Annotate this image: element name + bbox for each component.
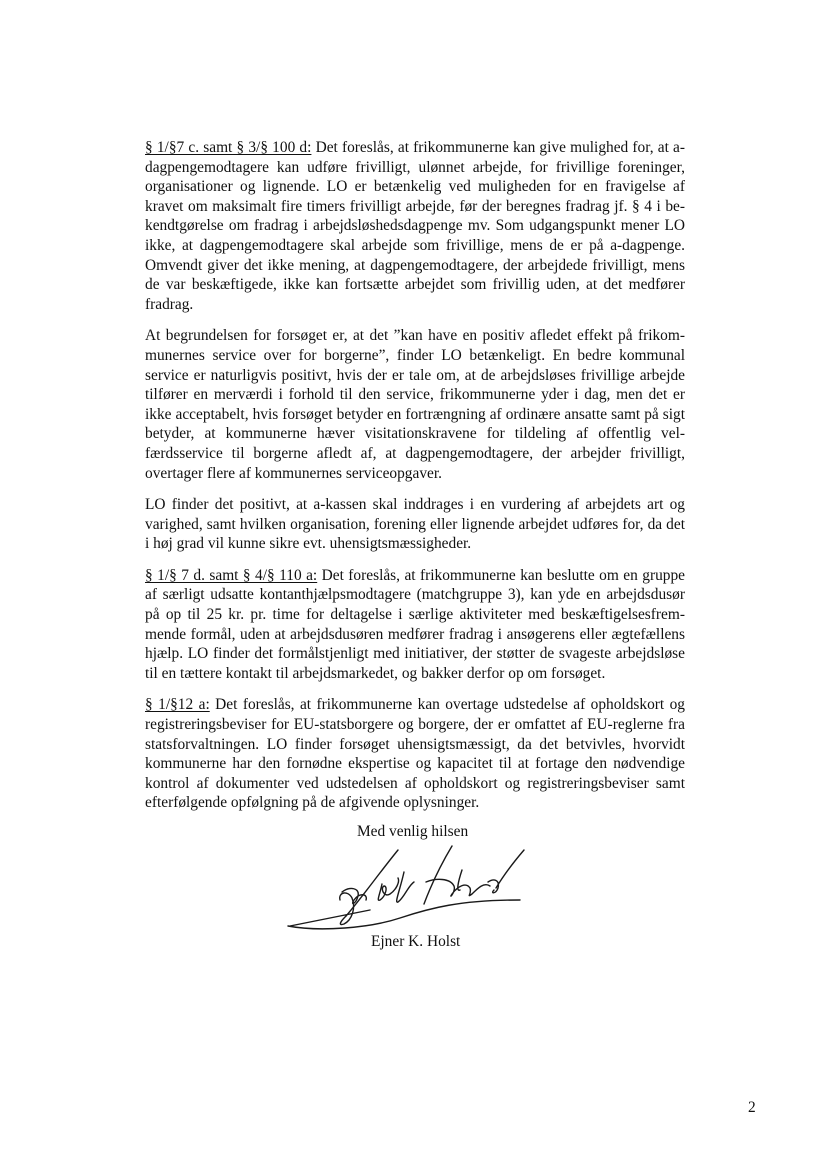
section-reference: § 1/§ 7 d. samt § 4/§ 110 a: (145, 566, 318, 584)
body-text (145, 138, 685, 825)
paragraph-text: Det foreslås, at frikommunerne kan overtage udstedelse af opholdskort og registreringsbeviser for EU-statsborgere og borgere, der er omfattet af EU-reglerne fra statsforvaltningen. LO finder forsøget uhensigtsmæssigt, da det betvivles, hvorvidt kommunerne har den fornødne ekspertise og kapacitet til at fortage den nødvendige kontrol af dokumenter ved udstedelsen af opholdskort og registreringsbeviser samt efterfølgende opfølgning på de afgivende oplysninger. (145, 696, 685, 812)
paragraph-text: Det foreslås, at frikommunerne kan give mulighed for, at a-dagpengemodtagere kan udføre frivilligt, ulønnet arbejde, for frivillige foreninger, organisationer og lignende. LO er betænkelig ved muligheden for en fravigelse af kravet om maksimalt fire timers frivilligt arbejde, før der beregnes fradrag jf. § 4 i bekendtgørelse om fradrag i arbejdsløshedsdagpenge mv. Som udgangspunkt mener LO ikke, at dagpengemodtagere skal arbejde som frivillige, mens de er på a-dagpenge. Omvendt giver det ikke mening, at dagpengemodtagere, der arbejdede frivilligt, mens de var beskæftigede, ikke kan fortsætte arbejdet som frivillig uden, at det medfører fradrag. (145, 139, 685, 313)
paragraph-3 (145, 495, 685, 554)
paragraph-text: At begrundelsen for forsøget er, at det ”kan have en positiv afledet effekt på frikommunernes service over for borgerne”, finder LO betænkeligt. En bedre kommunal service er naturligvis positivt, hvis der er tale om, at de arbejdsløses frivillige arbejde tilfører en merværdi i forhold til den service, frikommunerne yder i dag, men det er ikke acceptabelt, hvis forsøget betyder en fortrængning af ordinære ansatte samt på sigt betyder, at kommunerne hæver visitationskravene for tildeling af offentlig velfærdsservice til borgerne afledt af, at dagpengemodtagere, der arbejder frivilligt, overtager flere af kommunernes serviceopgaver. (145, 327, 685, 482)
signer-name: Ejner K. Holst (371, 933, 461, 950)
closing-greeting: Med venlig hilsen (357, 823, 469, 840)
handwritten-signature (280, 842, 530, 934)
paragraph-text: LO finder det positivt, at a-kassen skal inddrages i en vurdering af arbejdets art og varighed, samt hvilken organisation, forening eller lignende arbejdet udføres for, da det i høj grad vil kunne sikre evt. uhensigtsmæssigheder. (145, 496, 685, 553)
paragraph-text: Det foreslås, at frikommunerne kan beslutte om en gruppe af særligt udsatte kontanthjælpsmodtagere (matchgruppe 3), kan yde en arbejdsdusør på op til 25 kr. pr. time for deltagelse i særlige aktiviteter med beskæftigelsesfremmende formål, uden at arbejdsdusøren medfører fradrag i ansøgerens eller ægtefællens hjælp. LO finder det formålstjenligt med initiativer, der støtter de svageste arbejdsløse til en tættere kontakt til arbejdsmarkedet, og bakker derfor op om forsøget. (145, 566, 685, 682)
paragraph-1 (145, 138, 685, 314)
page-number: 2 (748, 1099, 756, 1116)
section-reference: § 1/§12 a: (145, 696, 210, 714)
paragraph-4 (145, 566, 685, 684)
section-reference: § 1/§7 c. samt § 3/§ 100 d: (145, 139, 312, 156)
paragraph-5 (145, 695, 685, 813)
paragraph-2 (145, 326, 685, 483)
